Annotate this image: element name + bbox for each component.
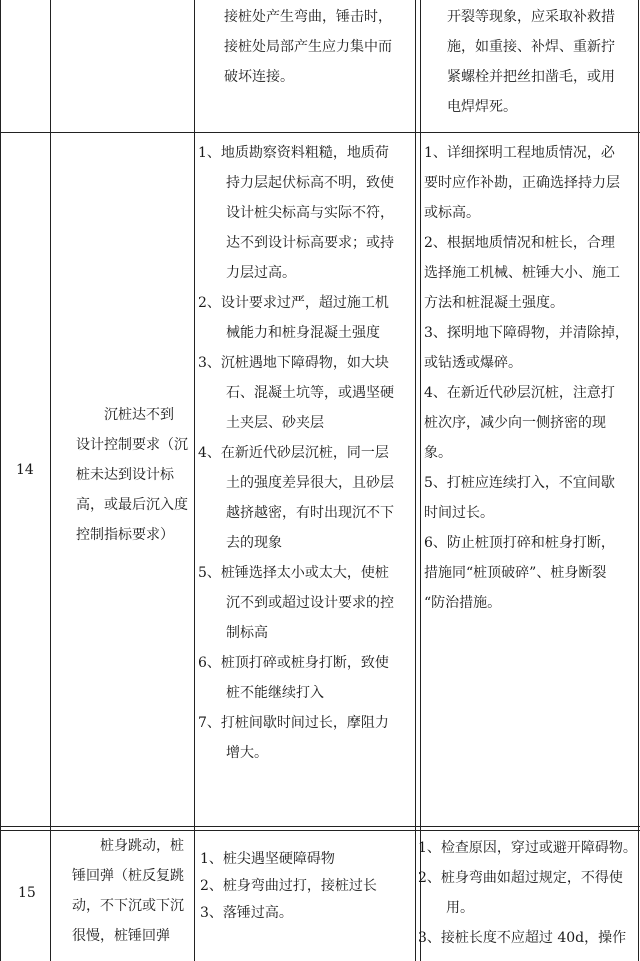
measures-line: “防治措施。: [424, 595, 502, 611]
row15-causes: [200, 846, 412, 927]
measures-line: 要时应作补勘，正确选择持力层: [424, 175, 620, 191]
col-line-left: [0, 0, 1, 961]
measures-line: 2、根据地质情况和桩长，合理: [424, 235, 615, 251]
causes-line: 去的现象: [226, 535, 282, 551]
causes-line: 达不到设计标高要求；或持: [226, 235, 394, 251]
measures-line: 方法和桩混凝土强度。: [424, 295, 564, 311]
causes-line: 4、在新近代砂层沉桩，同一层: [198, 445, 389, 461]
measures-line: 施，如重接、补焊、重新拧: [447, 39, 615, 55]
col-line-2: [194, 0, 195, 961]
causes-line: 接桩处产生弯曲，锤击时，: [224, 9, 392, 25]
problem-line: 桩身跳动，桩: [100, 838, 184, 854]
col-line-right: [638, 0, 639, 961]
causes-line: 3、落锤过高。: [200, 905, 293, 921]
causes-line: 械能力和桩身混凝土强度: [226, 325, 380, 341]
problem-line: 高，或最后沉入度: [76, 497, 188, 513]
causes-line: 沉不到或超过设计要求的控: [226, 595, 394, 611]
measures-line: 2、桩身弯曲如超过规定，不得使: [418, 870, 623, 886]
causes-line: 破坏连接。: [224, 69, 294, 85]
problem-line: 锤回弹（桩反复跳: [72, 868, 184, 884]
measures-line: 1、详细探明工程地质情况，必: [424, 145, 615, 161]
row14-causes: [198, 138, 412, 768]
measures-line: 电焊焊死。: [447, 99, 517, 115]
causes-line: 土的强度差异很大，且砂层: [226, 475, 394, 491]
row15-number: 15: [18, 885, 36, 901]
measures-line: 或钻透或爆碎。: [424, 355, 522, 371]
measures-line: 用。: [446, 900, 474, 916]
measures-line: 4、在新近代砂层沉桩，注意打: [424, 385, 615, 401]
row-line-2: [0, 826, 640, 827]
problem-line: 设计控制要求（沉: [76, 437, 188, 453]
causes-line: 土夹层、砂夹层: [226, 415, 324, 431]
causes-line: 1、桩尖遇坚硬障碍物: [200, 851, 335, 867]
measures-line: 象。: [424, 445, 452, 461]
causes-line: 6、桩顶打碎或桩身打断，致使: [198, 655, 389, 671]
causes-line: 3、沉桩遇地下障碍物，如大块: [198, 355, 389, 371]
causes-line: 2、设计要求过严，超过施工机: [198, 295, 389, 311]
measures-line: 措施同“桩顶破碎”、桩身断裂: [424, 565, 607, 581]
causes-line: 增大。: [226, 745, 268, 761]
row14-number: 14: [16, 462, 34, 478]
problem-line: 动，不下沉或下沉: [72, 898, 184, 914]
row15-problem: [72, 831, 192, 951]
col-line-3b: [420, 0, 421, 961]
problem-line: 控制指标要求）: [76, 527, 174, 543]
row0-causes: [224, 2, 410, 92]
measures-line: 选择施工机械、桩锤大小、施工: [424, 265, 620, 281]
measures-line: 时间过长。: [424, 505, 494, 521]
row14-problem: [76, 400, 192, 550]
measures-line: 桩次序，减少向一侧挤密的现: [424, 415, 606, 431]
row0-measures: [447, 2, 635, 122]
row-line-1: [0, 132, 640, 133]
row15-measures: [418, 833, 638, 953]
measures-line: 开裂等现象，应采取补救措: [447, 9, 615, 25]
causes-line: 设计桩尖标高与实际不符，: [226, 205, 394, 221]
causes-line: 桩不能继续打入: [226, 685, 324, 701]
causes-line: 越挤越密，有时出现沉不下: [226, 505, 394, 521]
col-line-1: [50, 0, 51, 961]
measures-line: 或标高。: [424, 205, 480, 221]
problem-line: 沉桩达不到: [104, 407, 174, 423]
measures-line: 3、探明地下障碍物，并清除掉，: [424, 325, 629, 341]
col-line-3: [415, 0, 416, 961]
measures-line: 1、检查原因，穿过或避开障碍物。: [418, 840, 637, 856]
problem-line: 桩未达到设计标: [76, 467, 174, 483]
causes-line: 接桩处局部产生应力集中而: [224, 39, 392, 55]
causes-line: 力层过高。: [226, 265, 296, 281]
causes-line: 1、地质勘察资料粗糙，地质荷: [198, 145, 389, 161]
problem-line: 很慢，桩锤回弹: [72, 928, 170, 944]
causes-line: 制标高: [226, 625, 268, 641]
causes-line: 石、混凝土坑等，或遇坚硬: [226, 385, 394, 401]
causes-line: 持力层起伏标高不明，致使: [226, 175, 394, 191]
measures-line: 3、接桩长度不应超过 40d，操作: [418, 930, 627, 946]
measures-line: 5、打桩应连续打入，不宜间歇: [424, 475, 615, 491]
row14-measures: [424, 138, 636, 618]
causes-line: 7、打桩间歇时间过长，摩阻力: [198, 715, 389, 731]
measures-line: 紧螺栓并把丝扣凿毛，或用: [447, 69, 615, 85]
measures-line: 6、防止桩顶打碎和桩身打断，: [424, 535, 615, 551]
causes-line: 5、桩锤选择太小或太大，使桩: [198, 565, 389, 581]
causes-line: 2、桩身弯曲过打，接桩过长: [200, 878, 377, 894]
